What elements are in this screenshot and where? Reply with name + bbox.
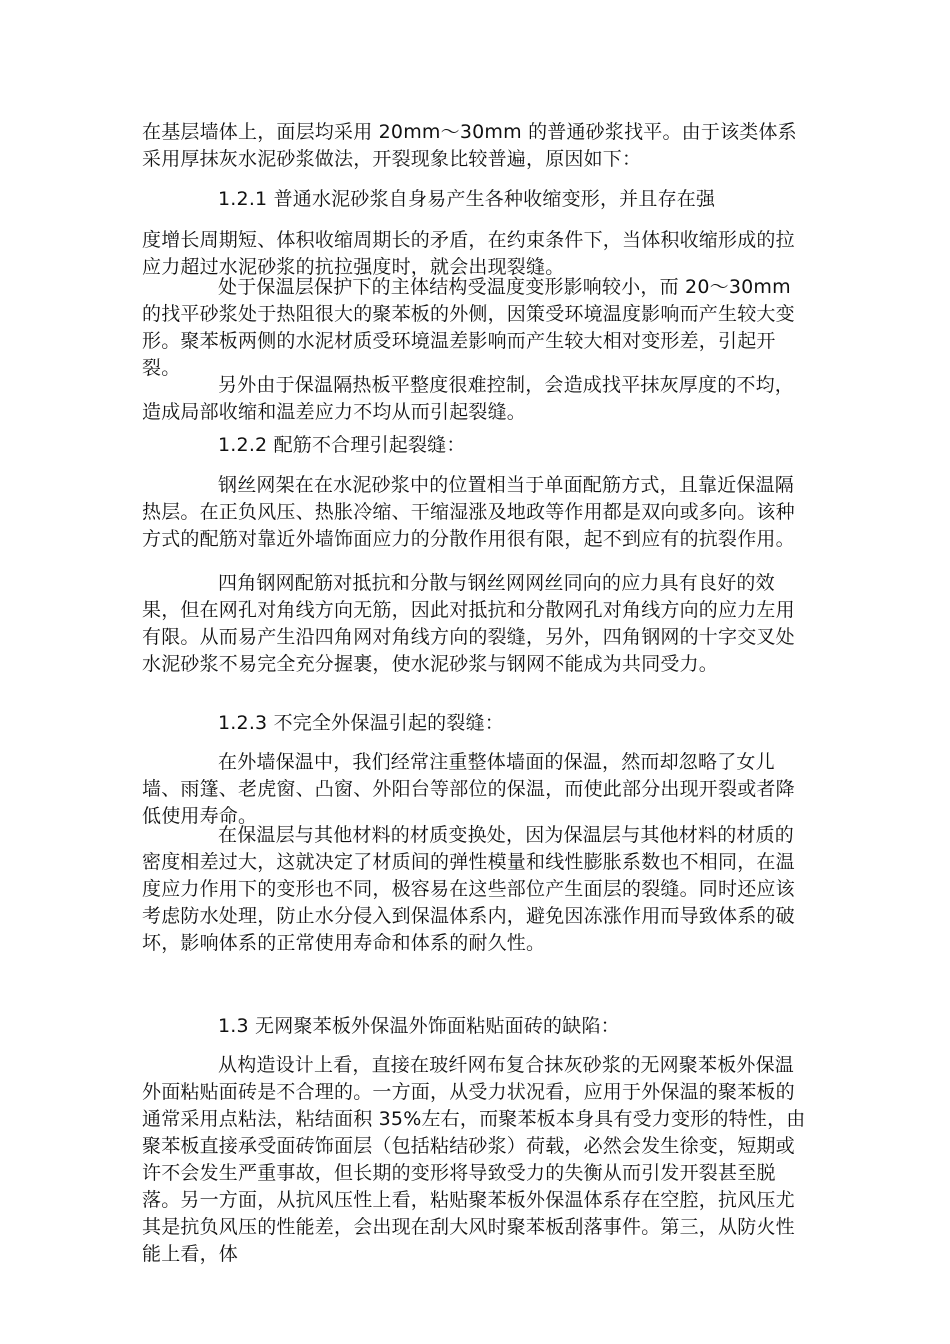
paragraph-1-2-1-a: 度增长周期短、体积收缩周期长的矛盾，在约束条件下，当体积收缩形成的拉应力超过水泥砂浆的抗拉强度时，就会出现裂缝。 xyxy=(142,229,795,278)
paragraph-1-2-2-b: 四角钢网配筋对抵抗和分散与钢丝网网丝同向的应力具有良好的效果，但在网孔对角线方向无筋，因此对抵抗和分散网孔对角线方向的应力左用有限。从而易产生沿四角网对角线方向的裂缝，另外，四角钢网的十字交叉处水泥砂浆不易完全充分握裹，使水泥砂浆与钢网不能成为共同受力。 xyxy=(142,572,795,675)
heading-1-2-3: 1.2.3 不完全外保温引起的裂缝： xyxy=(218,712,504,734)
paragraph-1-2-1-b: 处于保温层保护下的主体结构受温度变形影响较小，而 20～30mm 的找平砂浆处于热阻很大的聚苯板的外侧，因策受环境温度影响而产生较大变形。聚苯板两侧的水泥材质受环境温差影响而产生较大相对变形差，引起开裂。 xyxy=(142,276,795,379)
paragraph-intro: 在基层墙体上，面层均采用 20mm～30mm 的普通砂浆找平。由于该类体系采用厚抹灰水泥砂浆做法，开裂现象比较普遍，原因如下： xyxy=(142,121,797,170)
heading-1-2-2: 1.2.2 配筋不合理引起裂缝： xyxy=(218,434,466,456)
paragraph-1-2-3-b: 在保温层与其他材料的材质变换处，因为保温层与其他材料的材质的密度相差过大，这就决定了材质间的弹性模量和线性膨胀系数也不相同，在温度应力作用下的变形也不同，极容易在这些部位产生面层的裂缝。同时还应该考虑防水处理，防止水分侵入到保温体系内，避免因冻涨作用而导致体系的破坏，影响体系的正常使用寿命和体系的耐久性。 xyxy=(142,824,795,954)
heading-1-3: 1.3 无网聚苯板外保温外饰面粘贴面砖的缺陷： xyxy=(218,1015,620,1037)
paragraph-1-2-3-a: 在外墙保温中，我们经常注重整体墙面的保温，然而却忽略了女儿墙、雨篷、老虎窗、凸窗、外阳台等部位的保温，而使此部分出现开裂或者降低使用寿命。 xyxy=(142,751,795,827)
paragraph-1-2-1-c: 另外由于保温隔热板平整度很难控制，会造成找平抹灰厚度的不均，造成局部收缩和温差应力不均从而引起裂缝。 xyxy=(142,374,795,423)
paragraph-1-2-2-a: 钢丝网架在在水泥砂浆中的位置相当于单面配筋方式，且靠近保温隔热层。在正负风压、热胀冷缩、干缩湿涨及地政等作用都是双向或多向。该种方式的配筋对靠近外墙饰面应力的分散作用很有限，起不到应有的抗裂作用。 xyxy=(142,474,795,550)
heading-1-2-1: 1.2.1 普通水泥砂浆自身易产生各种收缩变形，并且存在强 xyxy=(218,188,716,210)
paragraph-1-3: 从构造设计上看，直接在玻纤网布复合抹灰砂浆的无网聚苯板外保温外面粘贴面砖是不合理的。一方面，从受力状况看，应用于外保温的聚苯板的通常采用点粘法，粘结面积 35%左右，而聚苯板本身具有受力变形的特性，由聚苯板直接承受面砖饰面层（包括粘结砂浆）荷载，必然会发生徐变，短期或许不会发生严重事故，但长期的变形将导致受力的失衡从而引发开裂甚至脱落。另一方面，从抗风压性上看，粘贴聚苯板外保温体系存在空腔，抗风压尤其是抗负风压的性能差，会出现在刮大风时聚苯板刮落事件。第三，从防火性能上看，体 xyxy=(142,1054,806,1265)
